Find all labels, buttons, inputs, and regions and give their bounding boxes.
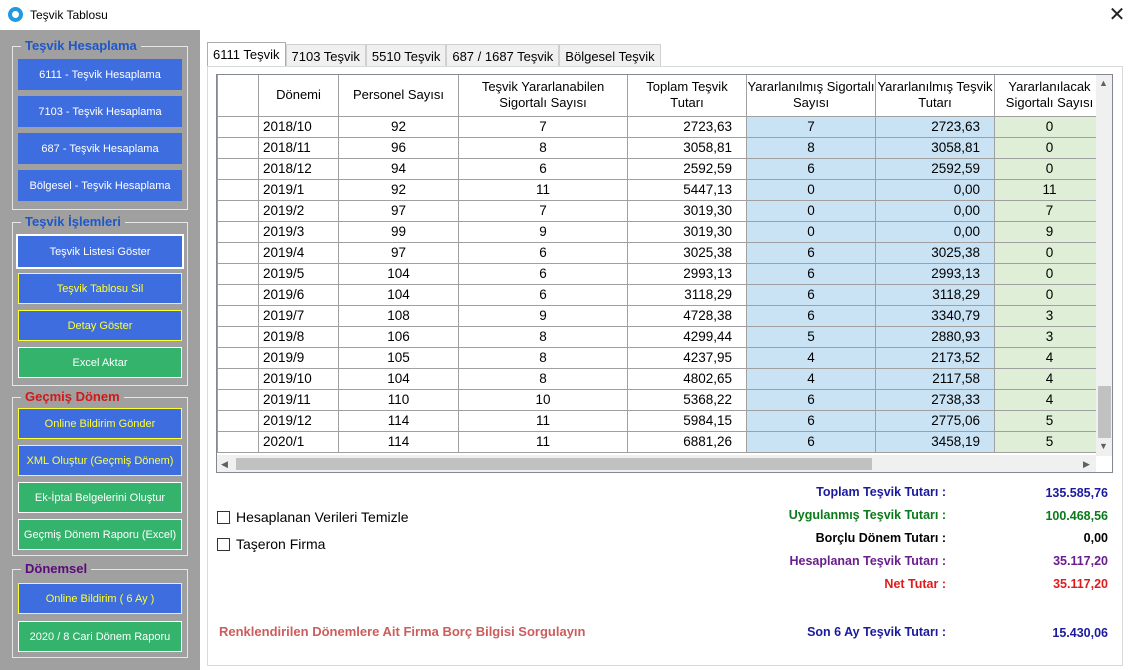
table-row[interactable] — [218, 326, 1105, 347]
summary-label-uygulanmis: Uygulanmış Teşvik Tutarı : — [788, 508, 946, 522]
btn-ek-iptal-belgeleri[interactable]: Ek-İptal Belgelerini Oluştur — [18, 482, 182, 513]
cell-yararlanilacak[interactable]: 3 — [995, 305, 1105, 326]
cell-personel[interactable]: 97 — [339, 242, 459, 263]
cell-yararlanilacak[interactable]: 4 — [995, 389, 1105, 410]
table-row[interactable] — [218, 221, 1105, 242]
col-header-yararlanabilen[interactable]: Teşvik Yararlanabilen Sigortalı Sayısı — [459, 75, 628, 116]
cell-yararlanilmis-sayi[interactable]: 6 — [747, 410, 876, 431]
cell-yararlanilacak[interactable]: 0 — [995, 284, 1105, 305]
cell-yararlanilmis-sayi[interactable]: 6 — [747, 263, 876, 284]
cell-yararlanilmis-tutar[interactable]: 0,00 — [876, 221, 995, 242]
cell-donemi[interactable]: 2019/4 — [259, 242, 339, 263]
btn-6111-hesaplama[interactable]: 6111 - Teşvik Hesaplama — [18, 59, 182, 90]
btn-7103-hesaplama[interactable]: 7103 - Teşvik Hesaplama — [18, 96, 182, 127]
tab-687-1687[interactable]: 687 / 1687 Teşvik — [446, 44, 559, 68]
table-row[interactable] — [218, 410, 1105, 431]
cell-toplam-tutar[interactable]: 4237,95 — [628, 347, 747, 368]
scroll-down-icon[interactable]: ▼ — [1099, 441, 1108, 451]
summary-value-hesaplanan: 35.117,20 — [1053, 554, 1108, 568]
title-bar — [0, 0, 1131, 30]
col-header-toplam-tutar[interactable]: Toplam Teşvik Tutarı — [628, 75, 747, 116]
table-row[interactable] — [218, 158, 1105, 179]
row-header-cell[interactable] — [218, 389, 259, 410]
cell-personel[interactable]: 104 — [339, 263, 459, 284]
row-header-cell[interactable] — [218, 284, 259, 305]
cell-yararlanilacak[interactable]: 9 — [995, 221, 1105, 242]
summary-value-borclu: 0,00 — [1083, 531, 1108, 545]
cell-toplam-tutar[interactable]: 2592,59 — [628, 158, 747, 179]
table-row[interactable] — [218, 242, 1105, 263]
row-header-cell[interactable] — [218, 347, 259, 368]
vertical-scroll-thumb[interactable] — [1098, 386, 1111, 438]
btn-excel-aktar[interactable]: Excel Aktar — [18, 347, 182, 378]
col-header-yararlanilmis-sayi[interactable]: Yararlanılmış Sigortalı Sayısı — [747, 75, 876, 116]
grid-table — [217, 75, 1105, 453]
cell-yararlanilmis-tutar[interactable]: 0,00 — [876, 179, 995, 200]
cell-yararlanilacak[interactable]: 7 — [995, 200, 1105, 221]
summary-label-toplam: Toplam Teşvik Tutarı : — [816, 485, 946, 499]
cell-personel[interactable]: 106 — [339, 326, 459, 347]
checkbox-label: Hesaplanan Verileri Temizle — [236, 509, 409, 525]
cell-toplam-tutar[interactable]: 5447,13 — [628, 179, 747, 200]
btn-detay-goster[interactable]: Detay Göster — [18, 310, 182, 341]
table-row[interactable] — [218, 431, 1105, 452]
checkbox-icon[interactable] — [217, 511, 230, 524]
group-title: Dönemsel — [21, 561, 91, 576]
cell-personel[interactable]: 114 — [339, 431, 459, 452]
cell-donemi[interactable]: 2018/11 — [259, 137, 339, 158]
cell-personel[interactable]: 104 — [339, 368, 459, 389]
cell-toplam-tutar[interactable]: 2723,63 — [628, 116, 747, 137]
cell-yararlanilmis-sayi[interactable]: 0 — [747, 200, 876, 221]
debt-warning-text: Renklendirilen Dönemlere Ait Firma Borç Bilgisi Sorgulayın — [219, 624, 586, 639]
cell-yararlanilmis-tutar[interactable]: 0,00 — [876, 200, 995, 221]
summary-value-son-6-ay: 15.430,06 — [1052, 626, 1108, 640]
cell-personel[interactable]: 114 — [339, 410, 459, 431]
cell-yararlanilmis-tutar[interactable]: 2592,59 — [876, 158, 995, 179]
cell-yararlanabilen[interactable]: 7 — [459, 200, 628, 221]
btn-tesvik-tablosu-sil[interactable]: Teşvik Tablosu Sil — [18, 273, 182, 304]
cell-donemi[interactable]: 2019/5 — [259, 263, 339, 284]
btn-gecmis-donem-raporu[interactable]: Geçmiş Dönem Raporu (Excel) — [18, 519, 182, 550]
cell-yararlanabilen[interactable]: 9 — [459, 221, 628, 242]
btn-xml-olustur[interactable]: XML Oluştur (Geçmiş Dönem) — [18, 445, 182, 476]
cell-yararlanilmis-sayi[interactable]: 6 — [747, 284, 876, 305]
checkbox-label: Taşeron Firma — [236, 536, 326, 552]
cell-yararlanilmis-tutar[interactable]: 3118,29 — [876, 284, 995, 305]
table-row[interactable] — [218, 284, 1105, 305]
cell-yararlanilmis-sayi[interactable]: 0 — [747, 221, 876, 242]
table-row[interactable] — [218, 179, 1105, 200]
cell-personel[interactable]: 92 — [339, 179, 459, 200]
summary-value-uygulanmis: 100.468,56 — [1045, 509, 1108, 523]
table-row[interactable] — [218, 116, 1105, 137]
row-header-cell[interactable] — [218, 263, 259, 284]
cell-toplam-tutar[interactable]: 4728,38 — [628, 305, 747, 326]
row-header-cell[interactable] — [218, 242, 259, 263]
cell-yararlanilmis-tutar[interactable]: 3458,19 — [876, 431, 995, 452]
cell-donemi[interactable]: 2019/1 — [259, 179, 339, 200]
cell-donemi[interactable]: 2019/12 — [259, 410, 339, 431]
cell-yararlanilmis-sayi[interactable]: 8 — [747, 137, 876, 158]
cell-yararlanilacak[interactable]: 4 — [995, 347, 1105, 368]
col-header-personel[interactable]: Personel Sayısı — [339, 75, 459, 116]
cell-yararlanabilen[interactable]: 6 — [459, 284, 628, 305]
cell-toplam-tutar[interactable]: 5984,15 — [628, 410, 747, 431]
cell-yararlanilmis-tutar[interactable]: 2775,06 — [876, 410, 995, 431]
summary-value-net: 35.117,20 — [1053, 577, 1108, 591]
cell-personel[interactable]: 105 — [339, 347, 459, 368]
cell-toplam-tutar[interactable]: 5368,22 — [628, 389, 747, 410]
cell-toplam-tutar[interactable]: 3058,81 — [628, 137, 747, 158]
cell-yararlanilmis-tutar[interactable]: 2723,63 — [876, 116, 995, 137]
row-header-cell[interactable] — [218, 305, 259, 326]
cell-personel[interactable]: 108 — [339, 305, 459, 326]
cell-yararlanabilen[interactable]: 6 — [459, 242, 628, 263]
cell-personel[interactable]: 97 — [339, 200, 459, 221]
cell-yararlanilmis-sayi[interactable]: 0 — [747, 179, 876, 200]
cell-yararlanilmis-sayi[interactable]: 6 — [747, 305, 876, 326]
row-header-cell[interactable] — [218, 221, 259, 242]
cell-yararlanabilen[interactable]: 11 — [459, 410, 628, 431]
cell-yararlanilacak[interactable]: 0 — [995, 116, 1105, 137]
table-row[interactable] — [218, 263, 1105, 284]
cell-toplam-tutar[interactable]: 6881,26 — [628, 431, 747, 452]
table-row[interactable] — [218, 368, 1105, 389]
cell-yararlanabilen[interactable]: 11 — [459, 431, 628, 452]
col-header-donemi[interactable]: Dönemi — [259, 75, 339, 116]
cell-donemi[interactable]: 2019/2 — [259, 200, 339, 221]
cell-yararlanilmis-tutar[interactable]: 2993,13 — [876, 263, 995, 284]
group-title: Geçmiş Dönem — [21, 389, 124, 404]
cell-yararlanilmis-tutar[interactable]: 2738,33 — [876, 389, 995, 410]
row-header-cell[interactable] — [218, 179, 259, 200]
close-button[interactable]: ✕ — [1108, 4, 1126, 26]
cell-yararlanilmis-sayi[interactable]: 6 — [747, 431, 876, 452]
summary-label-borclu: Borçlu Dönem Tutarı : — [815, 531, 946, 545]
cell-yararlanabilen[interactable]: 10 — [459, 389, 628, 410]
cell-yararlanilmis-sayi[interactable]: 4 — [747, 368, 876, 389]
cell-yararlanilacak[interactable]: 0 — [995, 137, 1105, 158]
cell-donemi[interactable]: 2019/6 — [259, 284, 339, 305]
btn-bolgesel-hesaplama[interactable]: Bölgesel - Teşvik Hesaplama — [18, 170, 182, 201]
cell-yararlanabilen[interactable]: 8 — [459, 347, 628, 368]
cell-personel[interactable]: 96 — [339, 137, 459, 158]
checkbox-icon[interactable] — [217, 538, 230, 551]
cell-yararlanabilen[interactable]: 6 — [459, 263, 628, 284]
tab-7103[interactable]: 7103 Teşvik — [286, 44, 366, 68]
summary-label-net: Net Tutar : — [884, 577, 946, 591]
cell-yararlanilmis-tutar[interactable]: 2117,58 — [876, 368, 995, 389]
row-header-cell[interactable] — [218, 431, 259, 452]
cell-yararlanabilen[interactable]: 8 — [459, 137, 628, 158]
cell-yararlanilmis-tutar[interactable]: 3340,79 — [876, 305, 995, 326]
cell-yararlanilacak[interactable]: 5 — [995, 431, 1105, 452]
cell-personel[interactable]: 104 — [339, 284, 459, 305]
cell-toplam-tutar[interactable]: 3118,29 — [628, 284, 747, 305]
cell-yararlanilmis-sayi[interactable]: 6 — [747, 389, 876, 410]
cell-toplam-tutar[interactable]: 4299,44 — [628, 326, 747, 347]
cell-yararlanilmis-sayi[interactable]: 7 — [747, 116, 876, 137]
cell-yararlanilmis-sayi[interactable]: 5 — [747, 326, 876, 347]
cell-yararlanabilen[interactable]: 7 — [459, 116, 628, 137]
col-header-yararlanilacak[interactable]: Yararlanılacak Sigortalı Sayısı — [995, 75, 1105, 116]
cell-yararlanilmis-tutar[interactable]: 2173,52 — [876, 347, 995, 368]
scroll-right-icon[interactable]: ▶ — [1083, 459, 1090, 469]
cell-donemi[interactable]: 2019/8 — [259, 326, 339, 347]
cell-personel[interactable]: 94 — [339, 158, 459, 179]
cell-yararlanilacak[interactable]: 0 — [995, 242, 1105, 263]
cell-donemi[interactable]: 2018/12 — [259, 158, 339, 179]
cell-yararlanilmis-sayi[interactable]: 6 — [747, 158, 876, 179]
btn-cari-donem-raporu[interactable]: 2020 / 8 Cari Dönem Raporu — [18, 621, 182, 652]
grid-header-row — [218, 75, 1105, 116]
subcontractor-checkbox[interactable] — [217, 536, 325, 552]
cell-donemi[interactable]: 2019/11 — [259, 389, 339, 410]
summary-label-hesaplanan: Hesaplanan Teşvik Tutarı : — [789, 554, 946, 568]
row-header-cell[interactable] — [218, 368, 259, 389]
cell-yararlanabilen[interactable]: 8 — [459, 326, 628, 347]
cell-personel[interactable]: 110 — [339, 389, 459, 410]
cell-donemi[interactable]: 2019/3 — [259, 221, 339, 242]
tab-5510[interactable]: 5510 Teşvik — [366, 44, 446, 68]
cell-donemi[interactable]: 2020/1 — [259, 431, 339, 452]
group-title: Teşvik Hesaplama — [21, 38, 141, 53]
summary-value-toplam: 135.585,76 — [1045, 486, 1108, 500]
table-row[interactable] — [218, 137, 1105, 158]
cell-donemi[interactable]: 2019/7 — [259, 305, 339, 326]
cell-yararlanabilen[interactable]: 6 — [459, 158, 628, 179]
cell-personel[interactable]: 92 — [339, 116, 459, 137]
btn-online-bildirim-6-ay[interactable]: Online Bildirim ( 6 Ay ) — [18, 583, 182, 614]
summary-label-son-6-ay: Son 6 Ay Teşvik Tutarı : — [807, 625, 946, 639]
table-row[interactable] — [218, 347, 1105, 368]
cell-toplam-tutar[interactable]: 2993,13 — [628, 263, 747, 284]
cell-toplam-tutar[interactable]: 3019,30 — [628, 200, 747, 221]
scroll-up-icon[interactable]: ▲ — [1099, 78, 1108, 88]
table-row[interactable] — [218, 200, 1105, 221]
btn-tesvik-listesi-goster[interactable]: Teşvik Listesi Göster — [18, 236, 182, 267]
cell-personel[interactable]: 99 — [339, 221, 459, 242]
clear-data-checkbox[interactable] — [217, 509, 409, 525]
tab-strip — [207, 42, 661, 66]
cell-yararlanilacak[interactable]: 0 — [995, 158, 1105, 179]
cell-yararlanilacak[interactable]: 0 — [995, 263, 1105, 284]
cell-donemi[interactable]: 2018/10 — [259, 116, 339, 137]
cell-yararlanilmis-tutar[interactable]: 3058,81 — [876, 137, 995, 158]
cell-yararlanabilen[interactable]: 9 — [459, 305, 628, 326]
cell-yararlanilacak[interactable]: 3 — [995, 326, 1105, 347]
row-header-cell[interactable] — [218, 410, 259, 431]
cell-toplam-tutar[interactable]: 4802,65 — [628, 368, 747, 389]
btn-687-hesaplama[interactable]: 687 - Teşvik Hesaplama — [18, 133, 182, 164]
window-title: Teşvik Tablosu — [30, 8, 108, 22]
horizontal-scroll-thumb[interactable] — [236, 458, 872, 470]
cell-toplam-tutar[interactable]: 3019,30 — [628, 221, 747, 242]
row-header-cell[interactable] — [218, 137, 259, 158]
btn-online-bildirim-gonder[interactable]: Online Bildirim Gönder — [18, 408, 182, 439]
data-grid[interactable] — [216, 74, 1113, 473]
row-header-cell[interactable] — [218, 116, 259, 137]
cell-yararlanabilen[interactable]: 11 — [459, 179, 628, 200]
cell-yararlanilacak[interactable]: 11 — [995, 179, 1105, 200]
tab-bolgesel[interactable]: Bölgesel Teşvik — [559, 44, 660, 68]
table-row[interactable] — [218, 305, 1105, 326]
group-title: Teşvik İşlemleri — [21, 214, 125, 229]
scroll-left-icon[interactable]: ◀ — [221, 459, 228, 469]
row-header-corner — [218, 75, 259, 116]
cell-yararlanilmis-sayi[interactable]: 6 — [747, 242, 876, 263]
cell-yararlanilacak[interactable]: 4 — [995, 368, 1105, 389]
col-header-yararlanilmis-tutar[interactable]: Yararlanılmış Teşvik Tutarı — [876, 75, 995, 116]
row-header-cell[interactable] — [218, 200, 259, 221]
cell-donemi[interactable]: 2019/9 — [259, 347, 339, 368]
app-icon — [8, 7, 23, 22]
row-header-cell[interactable] — [218, 326, 259, 347]
cell-yararlanilacak[interactable]: 5 — [995, 410, 1105, 431]
row-header-cell[interactable] — [218, 158, 259, 179]
table-row[interactable] — [218, 389, 1105, 410]
cell-yararlanilmis-tutar[interactable]: 3025,38 — [876, 242, 995, 263]
cell-yararlanabilen[interactable]: 8 — [459, 368, 628, 389]
cell-donemi[interactable]: 2019/10 — [259, 368, 339, 389]
cell-toplam-tutar[interactable]: 3025,38 — [628, 242, 747, 263]
cell-yararlanilmis-sayi[interactable]: 4 — [747, 347, 876, 368]
tab-6111[interactable]: 6111 Teşvik — [207, 42, 286, 68]
cell-yararlanilmis-tutar[interactable]: 2880,93 — [876, 326, 995, 347]
